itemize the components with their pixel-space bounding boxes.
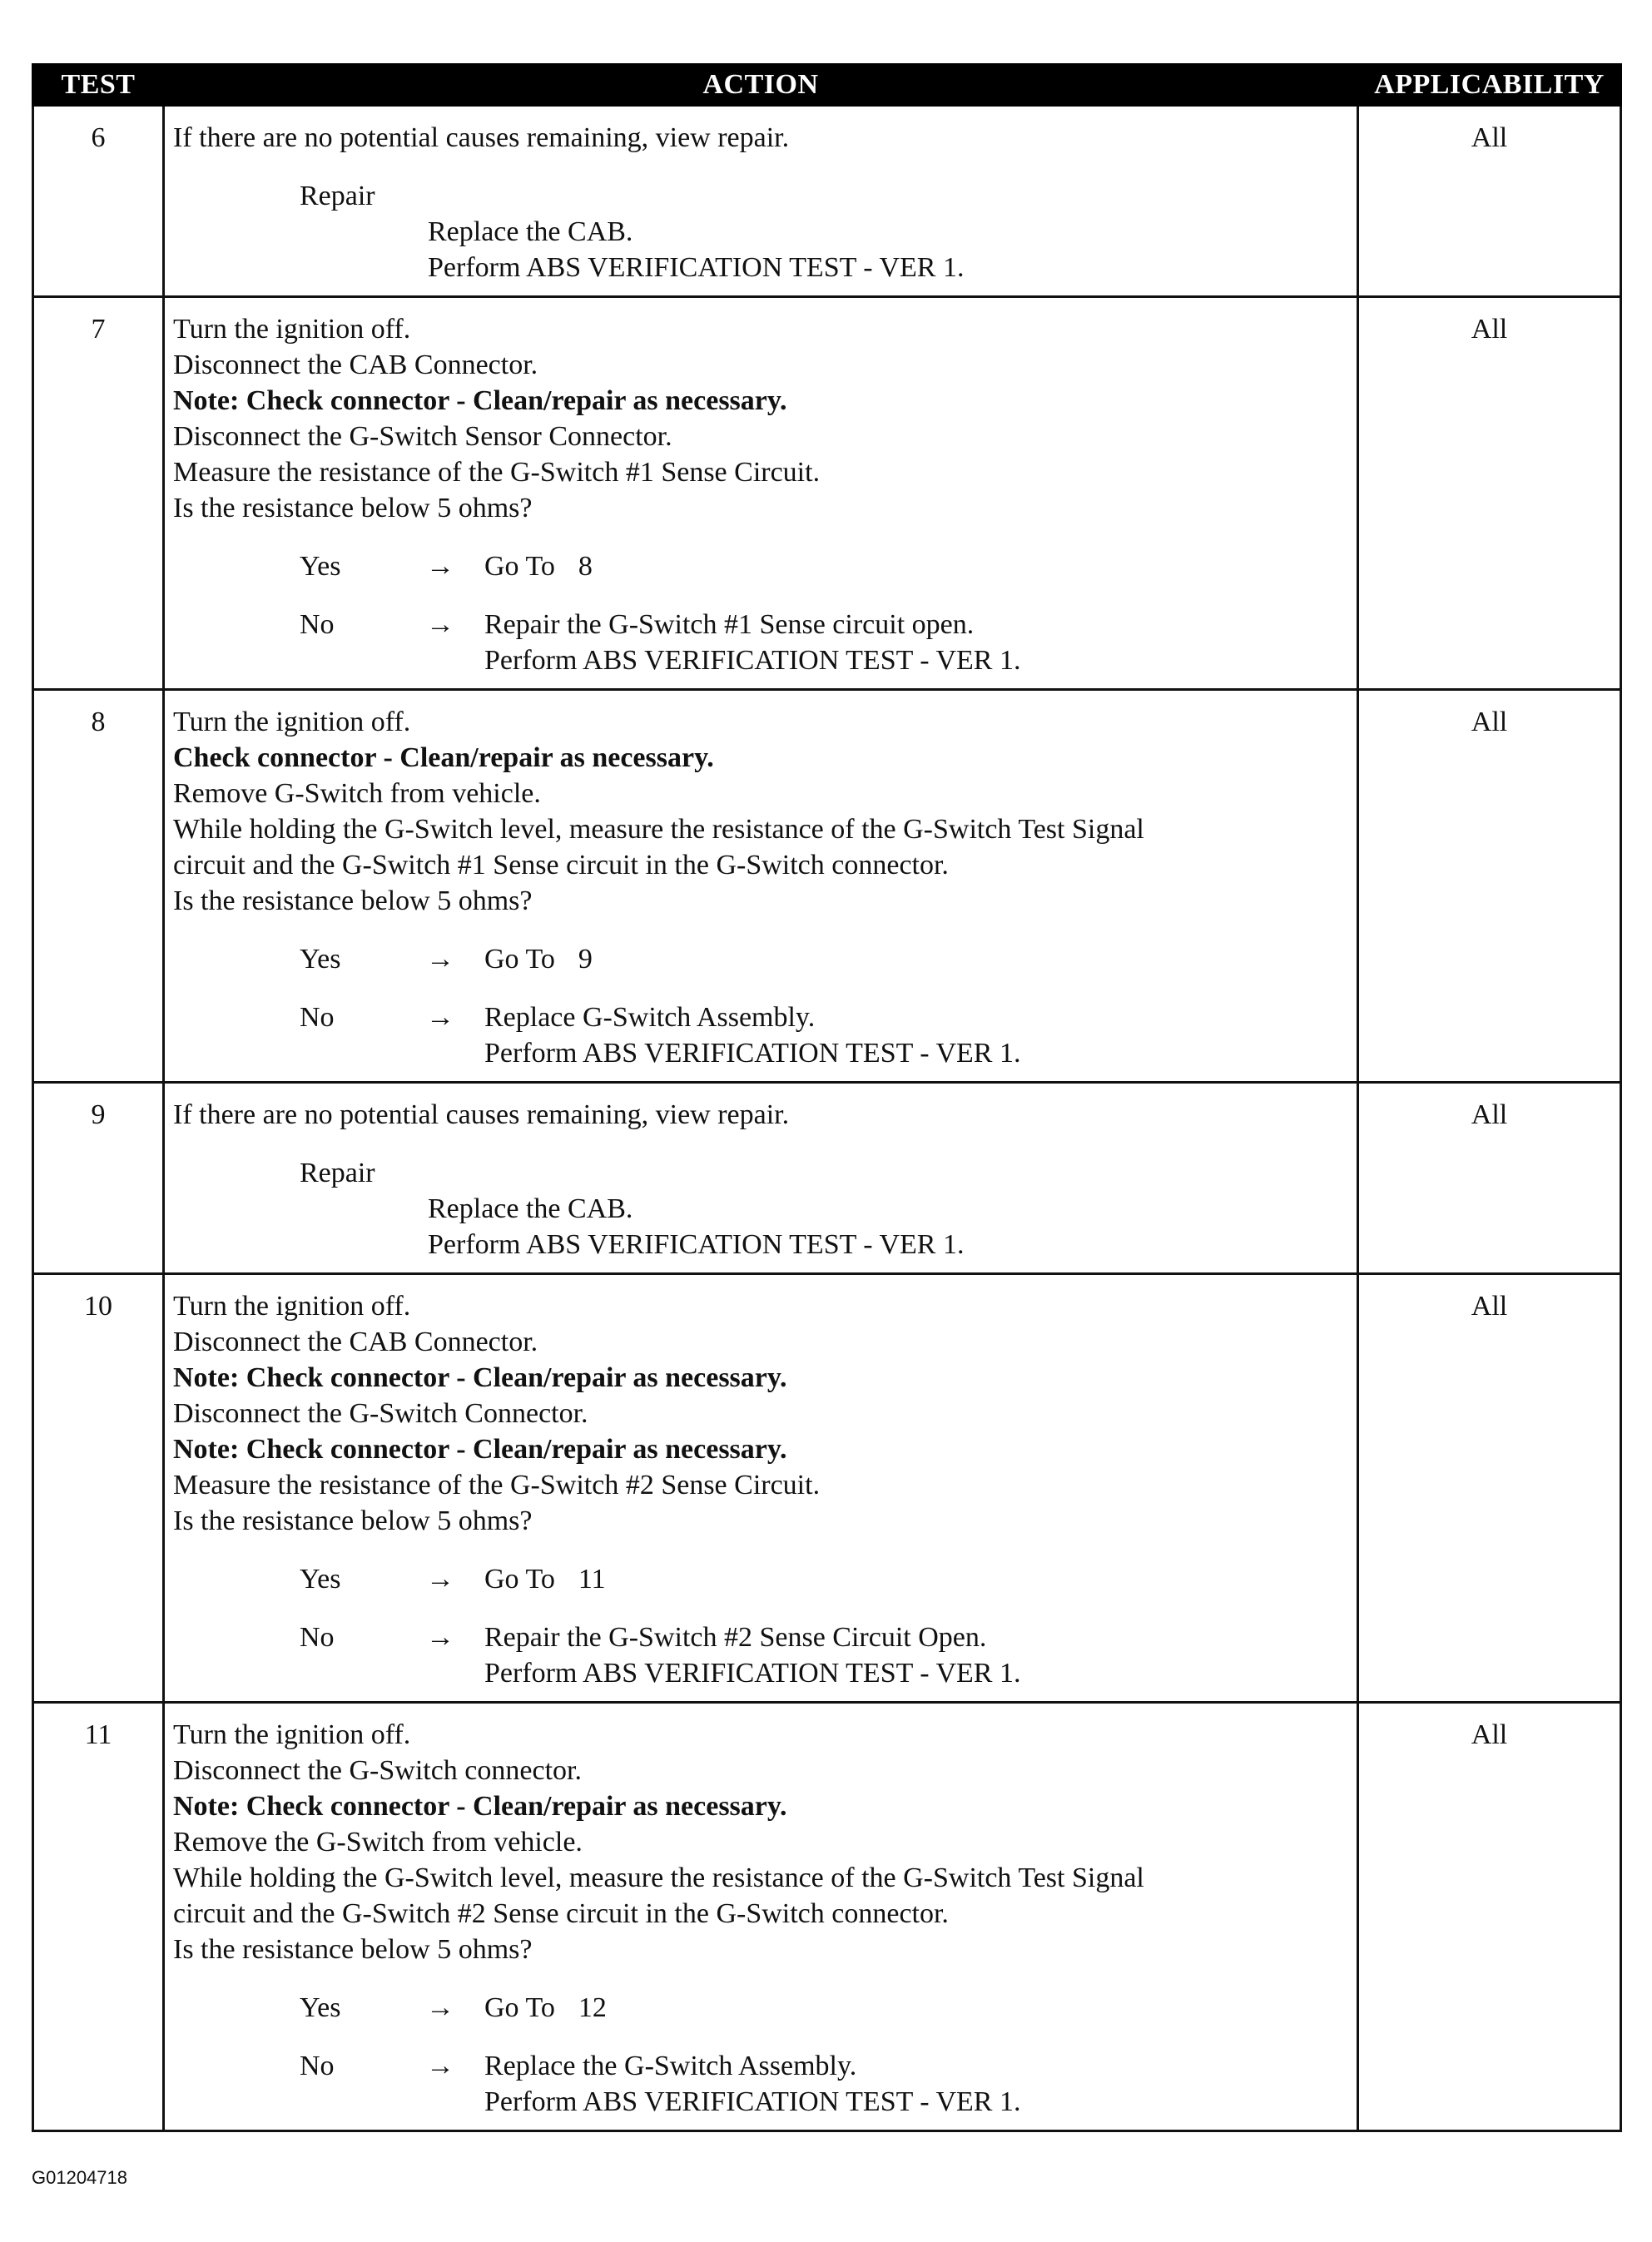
action-line: Remove the G-Switch from vehicle. <box>173 1827 583 1858</box>
action-line: While holding the G-Switch level, measure the resistance of the G-Switch Test Signal <box>173 1863 1144 1893</box>
action-line: Disconnect the G-Switch Sensor Connector. <box>173 421 672 452</box>
spacer <box>173 156 1352 178</box>
no-label: No <box>300 609 335 640</box>
spacer <box>173 526 1352 548</box>
test-number: 10 <box>33 1274 164 1703</box>
action-line: circuit and the G-Switch #1 Sense circuit in the G-Switch connector. <box>173 850 949 880</box>
no-line: Replace G-Switch Assembly. <box>484 1002 816 1033</box>
action-cell <box>164 1274 1358 1703</box>
repair-line: Perform ABS VERIFICATION TEST - VER 1. <box>428 252 965 283</box>
goto-target: 9 <box>578 944 593 975</box>
goto-instruction <box>484 548 1352 584</box>
header-action: ACTION <box>164 65 1358 106</box>
no-branch <box>173 1619 1352 1691</box>
repair-label: Repair <box>300 181 375 211</box>
action-line: Measure the resistance of the G-Switch #1 Sense Circuit. <box>173 457 821 488</box>
table-body <box>33 106 1621 2131</box>
goto-target: 8 <box>578 551 593 582</box>
arrow-icon: → <box>426 944 454 975</box>
no-label: No <box>300 1622 335 1653</box>
action-line: Is the resistance below 5 ohms? <box>173 493 533 523</box>
action-line: Is the resistance below 5 ohms? <box>173 1934 533 1965</box>
yes-label: Yes <box>300 944 341 975</box>
yes-branch <box>173 548 1352 584</box>
action-line: Turn the ignition off. <box>173 707 411 737</box>
goto-label: Go To <box>484 1564 555 1595</box>
yes-branch <box>173 1990 1352 2026</box>
goto-label: Go To <box>484 551 555 582</box>
action-line: While holding the G-Switch level, measure the resistance of the G-Switch Test Signal <box>173 814 1144 845</box>
note-line: Note: Check connector - Clean/repair as necessary. <box>173 1791 787 1822</box>
arrow-icon: → <box>426 551 454 582</box>
repair-line: Replace the CAB. <box>428 216 633 247</box>
test-number: 7 <box>33 297 164 690</box>
no-instruction <box>484 607 1352 678</box>
no-line: Perform ABS VERIFICATION TEST - VER 1. <box>484 1658 1021 1689</box>
note-line: Note: Check connector - Clean/repair as necessary. <box>173 1434 787 1465</box>
arrow-icon: → <box>426 1564 454 1595</box>
spacer <box>173 2026 1352 2048</box>
note-line: Note: Check connector - Clean/repair as necessary. <box>173 1362 787 1393</box>
action-line: If there are no potential causes remaining, view repair. <box>173 122 790 153</box>
test-number: 8 <box>33 690 164 1083</box>
arrow-icon: → <box>426 1992 454 2023</box>
arrow-icon: → <box>426 609 454 640</box>
test-number: 9 <box>33 1083 164 1274</box>
applicability-value: All <box>1358 106 1621 297</box>
goto-label: Go To <box>484 1992 555 2023</box>
spacer <box>173 977 1352 999</box>
applicability-value: All <box>1358 690 1621 1083</box>
no-branch <box>173 2048 1352 2120</box>
test-number: 6 <box>33 106 164 297</box>
spacer <box>173 919 1352 941</box>
repair-label: Repair <box>300 1158 375 1188</box>
applicability-value: All <box>1358 1083 1621 1274</box>
test-procedure-table <box>32 63 1622 2132</box>
action-line: Is the resistance below 5 ohms? <box>173 885 533 916</box>
goto-instruction <box>484 1561 1352 1597</box>
action-cell <box>164 1703 1358 2131</box>
note-line: Check connector - Clean/repair as necessary. <box>173 742 714 773</box>
no-label: No <box>300 2051 335 2081</box>
action-cell <box>164 1083 1358 1274</box>
arrow-icon: → <box>426 1622 454 1653</box>
no-line: Replace the G-Switch Assembly. <box>484 2051 857 2081</box>
yes-label: Yes <box>300 1992 341 2023</box>
no-branch <box>173 607 1352 678</box>
table-row <box>33 297 1621 690</box>
applicability-value: All <box>1358 1274 1621 1703</box>
arrow-icon: → <box>426 2051 454 2081</box>
note-line: Note: Check connector - Clean/repair as necessary. <box>173 385 787 416</box>
action-cell <box>164 297 1358 690</box>
spacer <box>173 584 1352 607</box>
no-instruction <box>484 1619 1352 1691</box>
applicability-value: All <box>1358 297 1621 690</box>
action-line: Remove G-Switch from vehicle. <box>173 778 541 809</box>
header-test: TEST <box>33 65 164 106</box>
figure-id: G01204718 <box>32 2167 127 2188</box>
action-line: If there are no potential causes remaining, view repair. <box>173 1099 790 1130</box>
spacer <box>173 1133 1352 1155</box>
action-line: Is the resistance below 5 ohms? <box>173 1505 533 1536</box>
table-row <box>33 1703 1621 2131</box>
yes-branch <box>173 941 1352 977</box>
no-line: Repair the G-Switch #1 Sense circuit open. <box>484 609 975 640</box>
applicability-value: All <box>1358 1703 1621 2131</box>
goto-target: 11 <box>578 1564 606 1595</box>
no-instruction <box>484 2048 1352 2120</box>
action-line: Disconnect the CAB Connector. <box>173 1327 538 1357</box>
no-line: Perform ABS VERIFICATION TEST - VER 1. <box>484 2086 1021 2117</box>
action-line: Disconnect the G-Switch connector. <box>173 1755 582 1786</box>
action-line: Measure the resistance of the G-Switch #2 Sense Circuit. <box>173 1470 821 1500</box>
action-line: Turn the ignition off. <box>173 1719 411 1750</box>
table-row <box>33 1274 1621 1703</box>
goto-target: 12 <box>578 1992 607 2023</box>
arrow-icon: → <box>426 1002 454 1033</box>
action-cell <box>164 106 1358 297</box>
header-applicability: APPLICABILITY <box>1358 65 1621 106</box>
no-branch <box>173 999 1352 1071</box>
no-label: No <box>300 1002 335 1033</box>
action-cell <box>164 690 1358 1083</box>
action-line: Turn the ignition off. <box>173 1291 411 1322</box>
action-line: Turn the ignition off. <box>173 314 411 345</box>
yes-label: Yes <box>300 1564 341 1595</box>
table-row <box>33 690 1621 1083</box>
no-line: Perform ABS VERIFICATION TEST - VER 1. <box>484 1038 1021 1069</box>
no-instruction <box>484 999 1352 1071</box>
yes-label: Yes <box>300 551 341 582</box>
action-line: Disconnect the CAB Connector. <box>173 350 538 380</box>
table-header-row <box>33 65 1621 106</box>
repair-line: Replace the CAB. <box>428 1193 633 1224</box>
action-line: Disconnect the G-Switch Connector. <box>173 1398 588 1429</box>
no-line: Perform ABS VERIFICATION TEST - VER 1. <box>484 645 1021 676</box>
goto-label: Go To <box>484 944 555 975</box>
action-line: circuit and the G-Switch #2 Sense circuit in the G-Switch connector. <box>173 1898 949 1929</box>
spacer <box>173 1967 1352 1990</box>
spacer <box>173 1539 1352 1561</box>
no-line: Repair the G-Switch #2 Sense Circuit Open. <box>484 1622 987 1653</box>
goto-instruction <box>484 941 1352 977</box>
table-row <box>33 1083 1621 1274</box>
repair-line: Perform ABS VERIFICATION TEST - VER 1. <box>428 1229 965 1260</box>
table-row <box>33 106 1621 297</box>
yes-branch <box>173 1561 1352 1597</box>
spacer <box>173 1597 1352 1619</box>
test-number: 11 <box>33 1703 164 2131</box>
goto-instruction <box>484 1990 1352 2026</box>
